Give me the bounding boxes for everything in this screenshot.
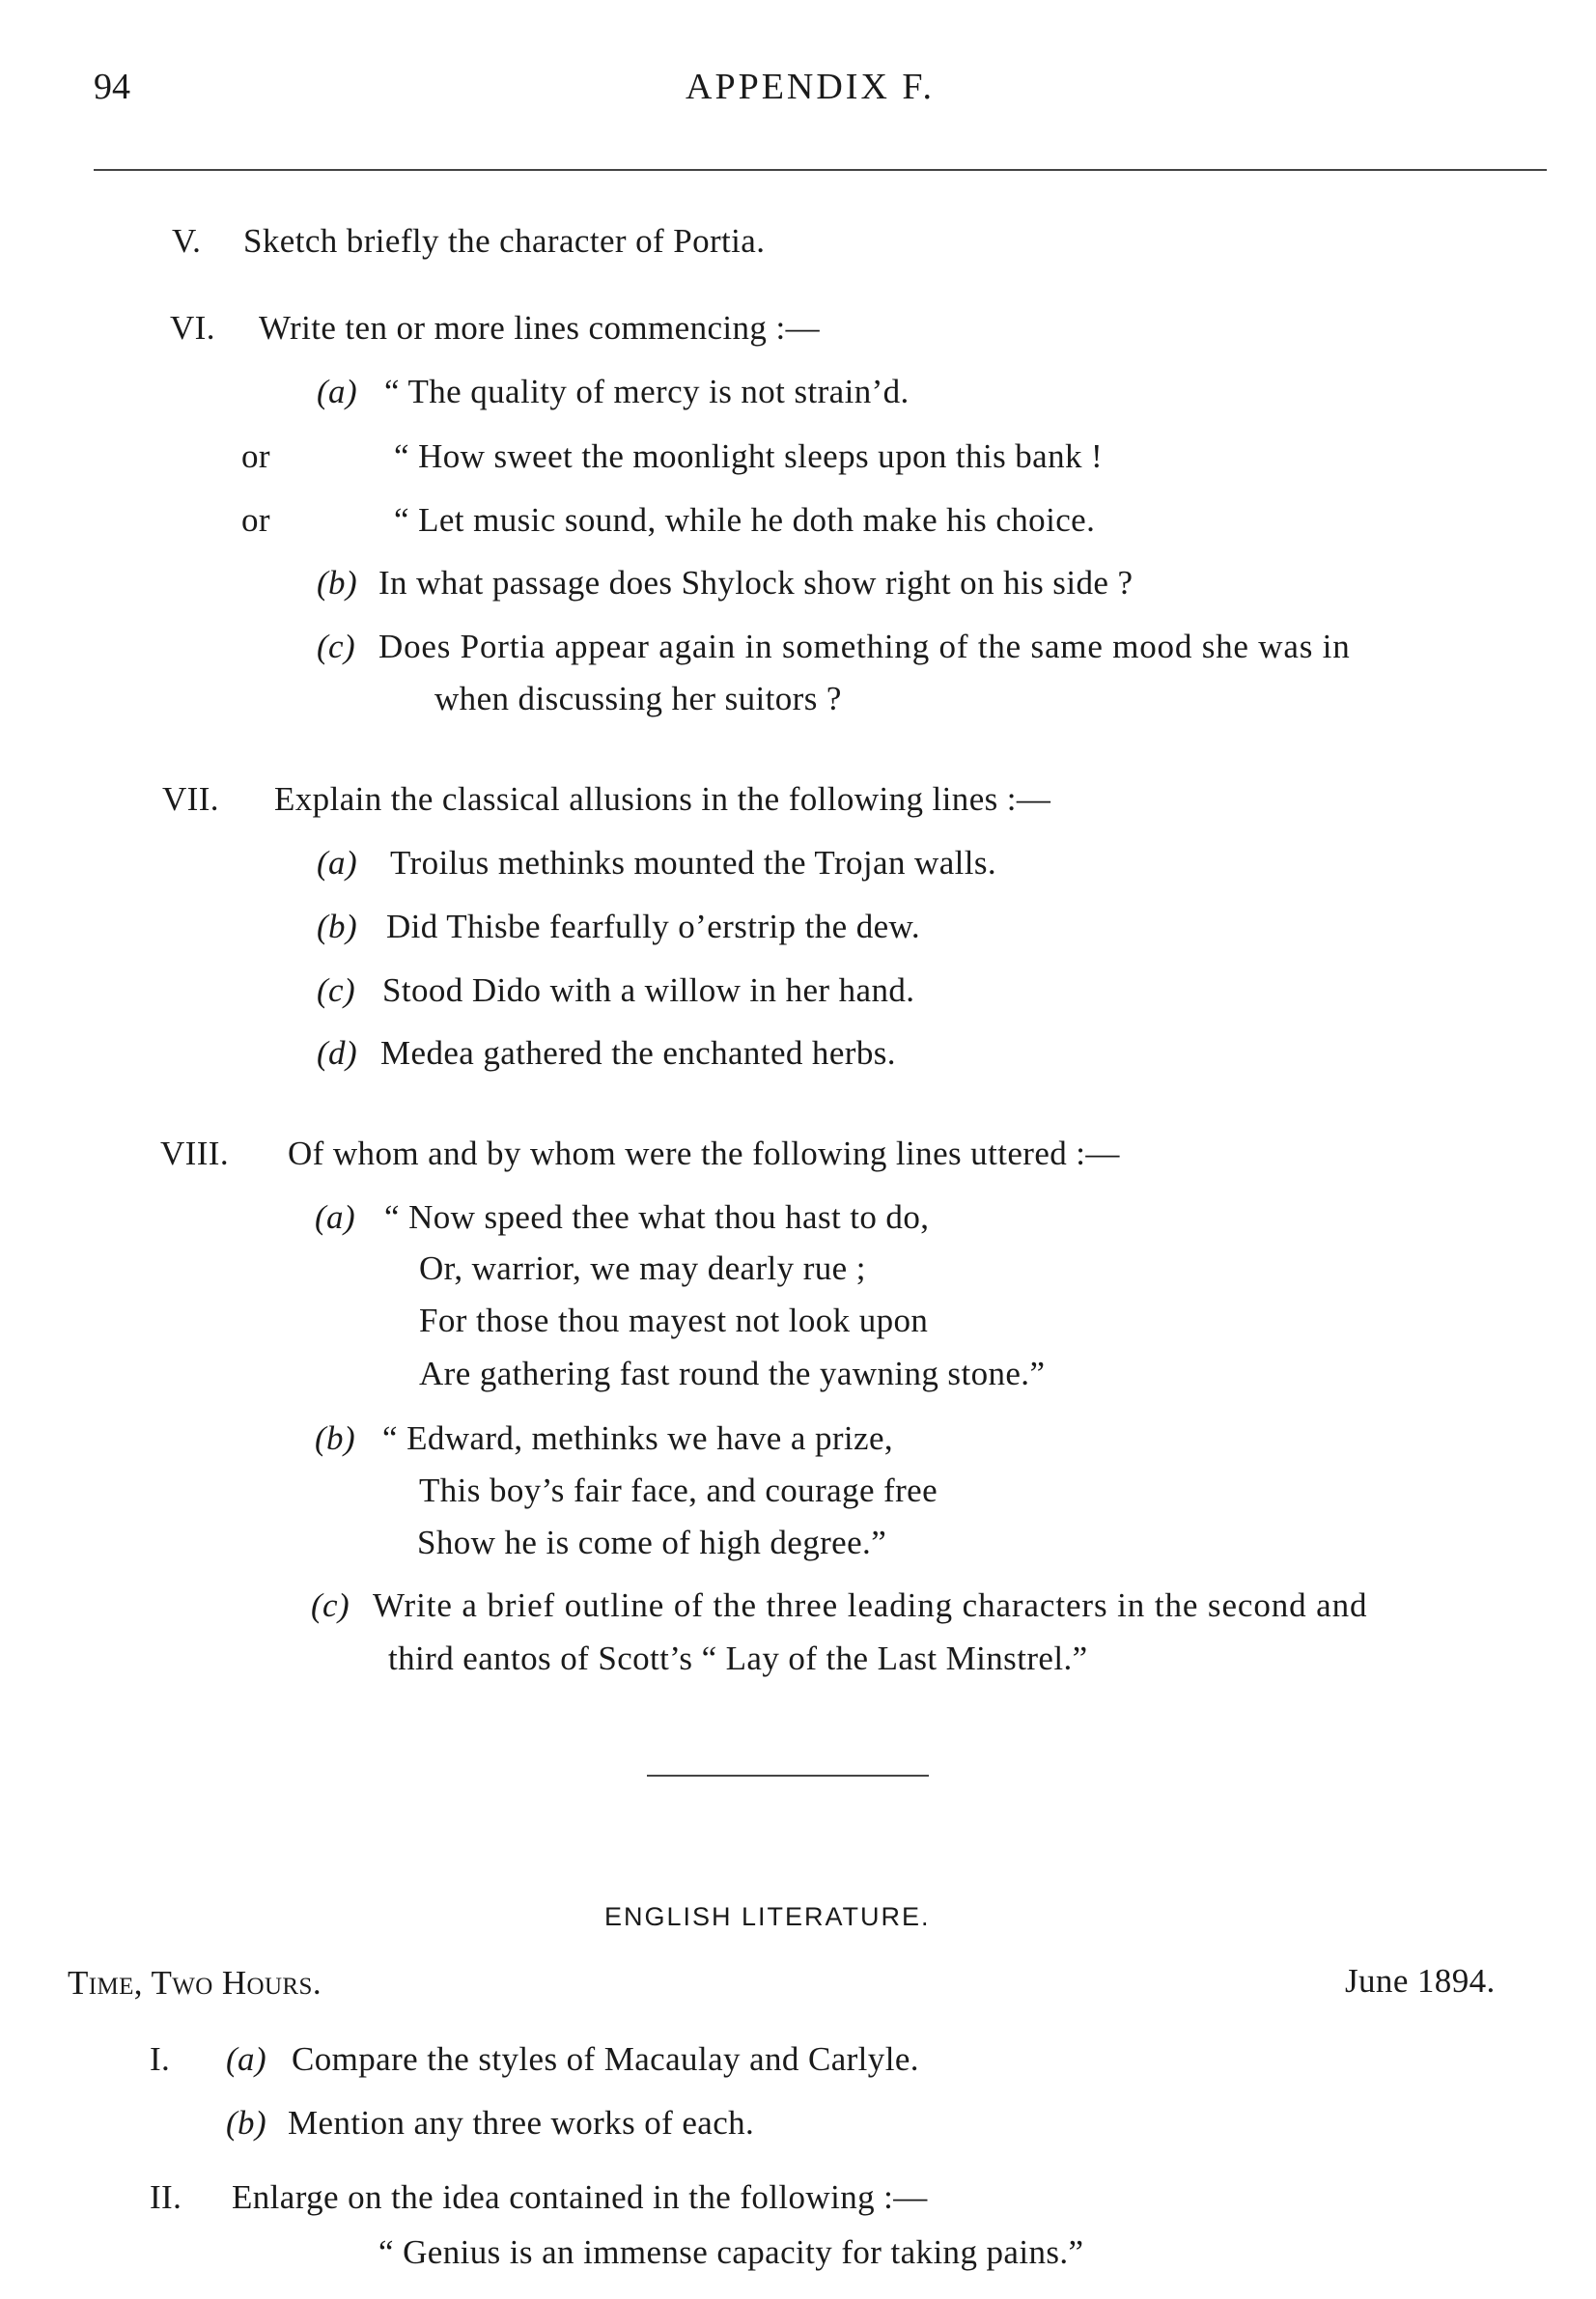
section-heading: ENGLISH LITERATURE. <box>604 1902 931 1931</box>
q2-number: II. <box>150 2178 182 2216</box>
q6-a-text: “ The quality of mercy is not strain’d. <box>384 373 910 410</box>
exam-date: June 1894. <box>1345 1962 1496 2000</box>
q7-c-label: (c) <box>317 971 356 1009</box>
q7-text: Explain the classical allusions in the following lines :— <box>274 780 1051 818</box>
q6-c-label: (c) <box>317 628 356 665</box>
q8-a-line-2: Or, warrior, we may dearly rue ; <box>419 1249 866 1287</box>
q8-a-line-4: Are gathering fast round the yawning stone.” <box>419 1355 1046 1392</box>
q8-a-line-3: For those thou mayest not look upon <box>419 1302 929 1339</box>
q2-text: Enlarge on the idea contained in the following :— <box>232 2178 928 2216</box>
q1-a-label: (a) <box>226 2040 267 2078</box>
header-rule <box>94 169 1547 171</box>
q8-c-text-line-2: third eantos of Scott’s “ Lay of the Last Minstrel.” <box>388 1640 1088 1677</box>
q6-c-text-line-2: when discussing her suitors ? <box>434 680 842 717</box>
q8-b-line-2: This boy’s fair face, and courage free <box>419 1472 938 1509</box>
running-head: APPENDIX F. <box>686 67 935 107</box>
q8-c-text-line-1: Write a brief outline of the three leading characters in the second and <box>373 1586 1368 1624</box>
q1-a-text: Compare the styles of Macaulay and Carlyle. <box>292 2040 919 2078</box>
q2-quote: “ Genius is an immense capacity for taking pains.” <box>378 2233 1084 2271</box>
q7-b-label: (b) <box>317 908 358 945</box>
q8-b-label: (b) <box>315 1419 356 1457</box>
q1-b-text: Mention any three works of each. <box>288 2104 755 2142</box>
q1-number: I. <box>150 2040 171 2078</box>
q6-text: Write ten or more lines commencing :— <box>259 309 821 347</box>
page-number: 94 <box>94 67 130 107</box>
q8-text: Of whom and by whom were the following lines uttered :— <box>288 1135 1120 1172</box>
q6-alt-1: “ How sweet the moonlight sleeps upon this bank ! <box>394 437 1104 475</box>
q6-b-label: (b) <box>317 564 358 602</box>
section-divider <box>647 1775 929 1777</box>
q1-b-label: (b) <box>226 2104 267 2142</box>
q6-number: VI. <box>170 309 215 347</box>
q7-d-text: Medea gathered the enchanted herbs. <box>380 1034 896 1072</box>
q6-a-label: (a) <box>317 373 358 410</box>
q7-a-text: Troilus methinks mounted the Trojan walls. <box>390 844 997 882</box>
q6-or-1: or <box>241 437 270 475</box>
q5-text: Sketch briefly the character of Portia. <box>243 222 766 260</box>
exam-time: Time, Two Hours. <box>68 1964 322 2002</box>
q5-number: V. <box>172 222 202 260</box>
q8-b-line-3: Show he is come of high degree.” <box>417 1524 887 1561</box>
q8-number: VIII. <box>160 1135 229 1172</box>
q7-a-label: (a) <box>317 844 358 882</box>
q8-a-label: (a) <box>315 1198 356 1236</box>
q6-b-text: In what passage does Shylock show right on his side ? <box>378 564 1134 602</box>
q7-b-text: Did Thisbe fearfully o’erstrip the dew. <box>386 908 921 945</box>
q6-c-text-line-1: Does Portia appear again in something of the same mood she was in <box>378 628 1351 665</box>
q6-alt-2: “ Let music sound, while he doth make his choice. <box>394 501 1096 539</box>
q8-a-line-1: “ Now speed thee what thou hast to do, <box>384 1198 930 1236</box>
q7-c-text: Stood Dido with a willow in her hand. <box>382 971 915 1009</box>
q8-c-label: (c) <box>311 1586 350 1624</box>
q7-number: VII. <box>162 780 219 818</box>
q6-or-2: or <box>241 501 270 539</box>
q7-d-label: (d) <box>317 1034 358 1072</box>
q8-b-line-1: “ Edward, methinks we have a prize, <box>382 1419 894 1457</box>
